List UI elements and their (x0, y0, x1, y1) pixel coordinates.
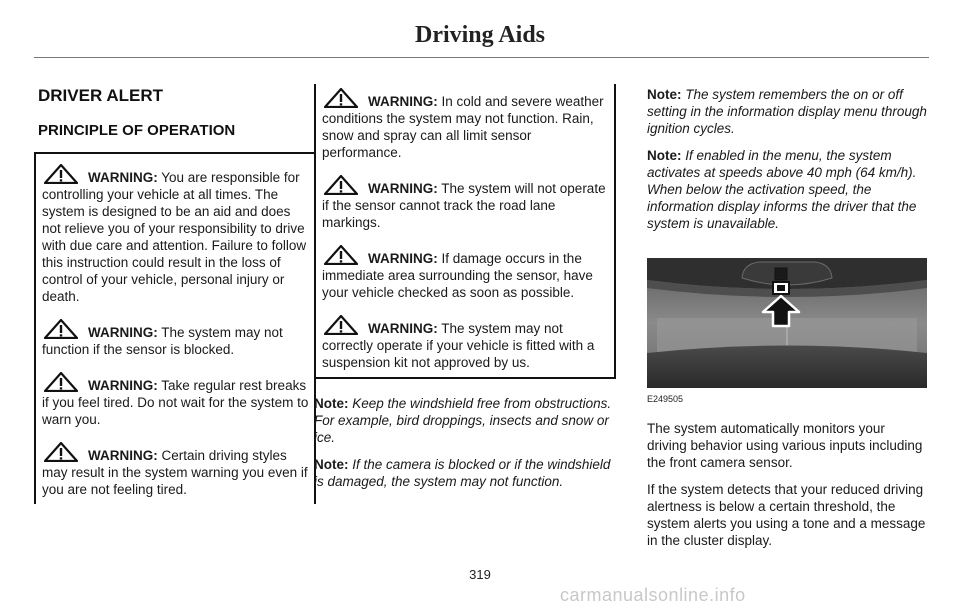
page-header-title: Driving Aids (414, 22, 546, 48)
warning-box-1 (34, 152, 316, 504)
note-item: Note: If enabled in the menu, the system activates at speeds above 40 mph (64 km/h). When below the activation speed, the information display informs the driver that the system is unavailable. (647, 148, 917, 231)
warning-triangle-icon (324, 175, 358, 195)
column-2 (314, 86, 616, 500)
warning-item: WARNING: In cold and severe weather conditions the system may not function. Rain, snow and spray can all limit sensor performance. (322, 88, 610, 161)
warning-box-2 (314, 84, 616, 379)
warning-triangle-icon (44, 164, 78, 184)
warning-triangle-icon (44, 372, 78, 392)
warning-item: WARNING: The system will not operate if the sensor cannot track the road lane markings. (322, 175, 610, 231)
warning-triangle-icon (44, 319, 78, 339)
warning-item: WARNING: Take regular rest breaks if you feel tired. Do not wait for the system to warn you. (42, 372, 310, 428)
body-paragraph: The system automatically monitors your driving behavior using various inputs including the front camera sensor. (647, 421, 923, 470)
watermark-text: carmanualsonline.info (560, 585, 746, 605)
body-paragraph: If the system detects that your reduced driving alertness is below a certain threshold, the system alerts you using a tone and a message in the cluster display. (647, 482, 926, 548)
subsection-title: PRINCIPLE OF OPERATION (38, 122, 236, 139)
warning-triangle-icon (324, 315, 358, 335)
warning-item: WARNING: Certain driving styles may result in the system warning you even if you are not feeling tired. (42, 442, 310, 498)
warning-item: WARNING: The system may not function if the sensor is blocked. (42, 319, 310, 358)
figure-caption: E249505 (647, 394, 684, 404)
warning-triangle-icon (324, 88, 358, 108)
warning-item: WARNING: The system may not correctly operate if your vehicle is fitted with a suspension kit not approved by us. (322, 315, 610, 371)
column-3 (647, 86, 927, 559)
warning-item: WARNING: If damage occurs in the immediate area surrounding the sensor, have your vehicle checked as soon as possible. (322, 245, 610, 301)
note-item: Note: The system remembers the on or off setting in the information display menu through ignition cycles. (647, 87, 927, 136)
page-number: 319 (469, 567, 491, 582)
note-item: Note: Keep the windshield free from obstructions. For example, bird droppings, insects and snow or ice. (314, 396, 612, 445)
note-item: Note: If the camera is blocked or if the windshield is damaged, the system may not function. (314, 457, 611, 489)
windshield-camera-figure (647, 258, 927, 388)
section-title: DRIVER ALERT (38, 86, 163, 105)
notes-block (314, 395, 616, 490)
warning-triangle-icon (44, 442, 78, 462)
column-1 (34, 86, 316, 504)
header-divider (34, 57, 929, 58)
warning-item: WARNING: You are responsible for controlling your vehicle at all times. The system is designed to be an aid and does not relieve you of your responsibility to drive with due care and attention. Failure to follow this instruction could result in the loss of control of your vehicle, personal injury or death. (42, 164, 310, 305)
warning-triangle-icon (324, 245, 358, 265)
